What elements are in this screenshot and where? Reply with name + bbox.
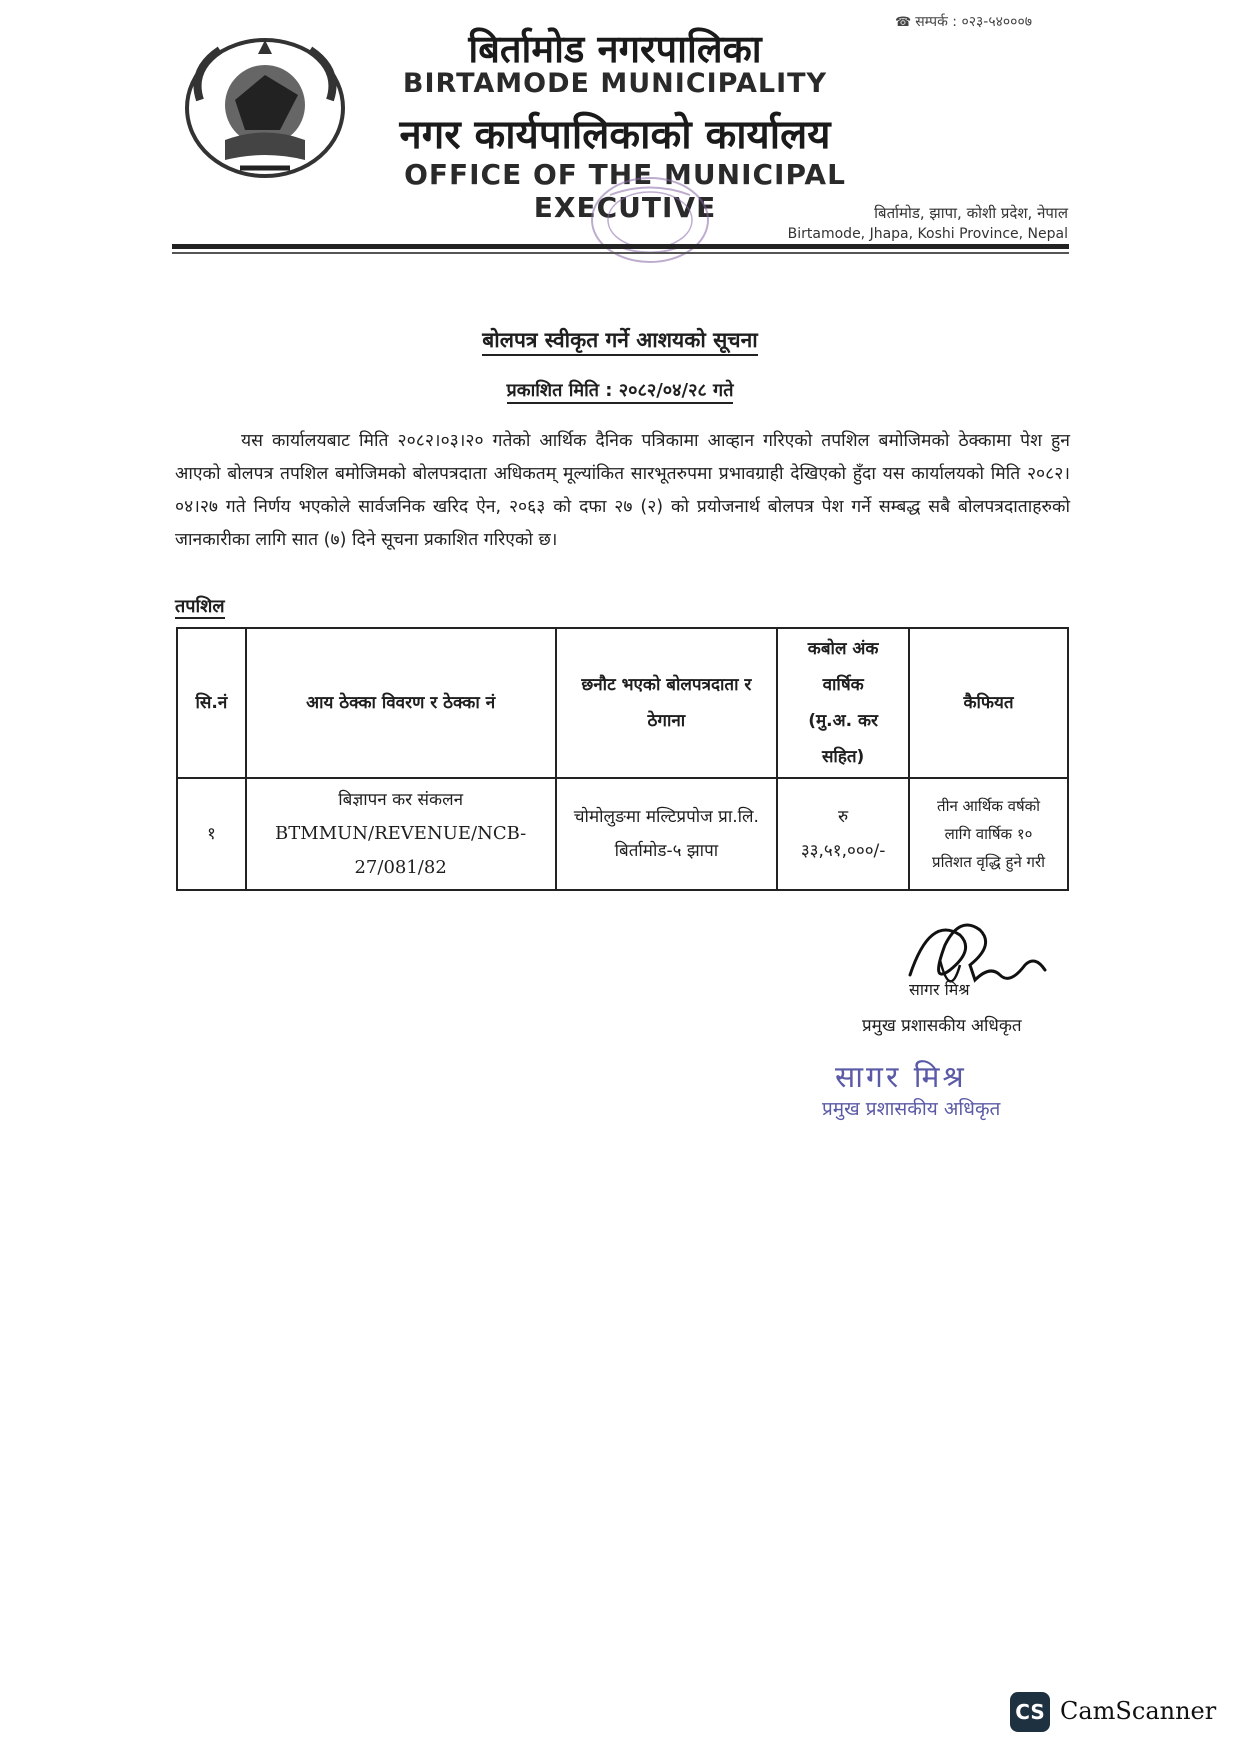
notice-body: यस कार्यालयबाट मिति २०८२।०३।२० गतेको आर्थिक दैनिक पत्रिकामा आव्हान गरिएको तपशिल बमोजिमको ठेक्कामा पेश हुन आएको बोलपत्र तपशिल बमोजिमको बोलपत्रदाता अधिकतम् मूल्यांकित सारभूतरुपमा प्रभावग्राही देखिएको हुँदा यस कार्यालयको मिति २०८२।०४।२७ गते निर्णय भएकोले सार्वजनिक खरिद ऐन, २०६३ को दफा २७ (२) को प्रयोजनार्थ बोलपत्र पेश गर्ने सम्बद्ध सबै बोलपत्रदाताहरुको जानकारीका लागि सात (७) दिने सूचना प्रकाशित गरिएको छ। (175, 431, 1070, 550)
municipality-name-nepali: बिर्तामोड नगरपालिका (468, 27, 762, 71)
details-label: तपशिल (175, 596, 225, 617)
table-header-row (177, 628, 1068, 778)
phone-number: ☎ सम्पर्क : ०२३-५४०००७ (895, 14, 1033, 30)
seal-name: सागर मिश्र (835, 1060, 967, 1095)
details-table (176, 627, 1069, 891)
address-english: Birtamode, Jhapa, Koshi Province, Nepal (787, 226, 1068, 242)
seal-title: प्रमुख प्रशासकीय अधिकृत (822, 1098, 1001, 1120)
notice-title: बोलपत्र स्वीकृत गर्ने आशयको सूचना (0, 326, 1240, 354)
header-divider (172, 244, 1069, 249)
signatory-title: प्रमुख प्रशासकीय अधिकृत (862, 1016, 1022, 1036)
cell-remarks: तीन आर्थिक वर्षको लागि वार्षिक १० प्रतिशत वृद्धि हुने गरी (909, 778, 1068, 890)
header-divider-thin (172, 252, 1069, 254)
cell-amount: रु ३३,५१,०००/- (777, 778, 909, 890)
header-sn: सि.नं (177, 628, 246, 778)
camscanner-logo-icon: CS (1010, 1692, 1050, 1732)
cell-description: बिज्ञापन कर संकलन BTMMUN/REVENUE/NCB- 27/081/82 (246, 778, 556, 890)
municipality-name-english: BIRTAMODE MUNICIPALITY (402, 68, 828, 99)
published-date: प्रकाशित मिति : २०८२/०४/२८ गते (0, 378, 1240, 402)
header-amount: कबोल अंक वार्षिक (मु.अ. कर सहित) (777, 628, 909, 778)
cell-sn: १ (177, 778, 246, 890)
signatory-name: सागर मिश्र (909, 980, 970, 999)
nepal-emblem-icon (180, 30, 350, 180)
header-remarks: कैफियत (909, 628, 1068, 778)
office-name-nepali: नगर कार्यपालिकाको कार्यालय (399, 112, 831, 158)
address-nepali: बिर्तामोड, झापा, कोशी प्रदेश, नेपाल (874, 204, 1068, 222)
office-name-english: OFFICE OF THE MUNICIPAL EXECUTIVE (404, 158, 846, 224)
office-stamp-icon (580, 175, 730, 280)
camscanner-label: CamScanner (1060, 1697, 1217, 1725)
header-bidder: छनौट भएको बोलपत्रदाता र ठेगाना (556, 628, 778, 778)
phone-icon: ☎ (895, 15, 912, 30)
cell-bidder: चोमोलुङमा मल्टिप्रपोज प्रा.लि. बिर्तामोड-५ झापा (556, 778, 778, 890)
header-description: आय ठेक्का विवरण र ठेक्का नं (246, 628, 556, 778)
table-row (177, 778, 1068, 890)
